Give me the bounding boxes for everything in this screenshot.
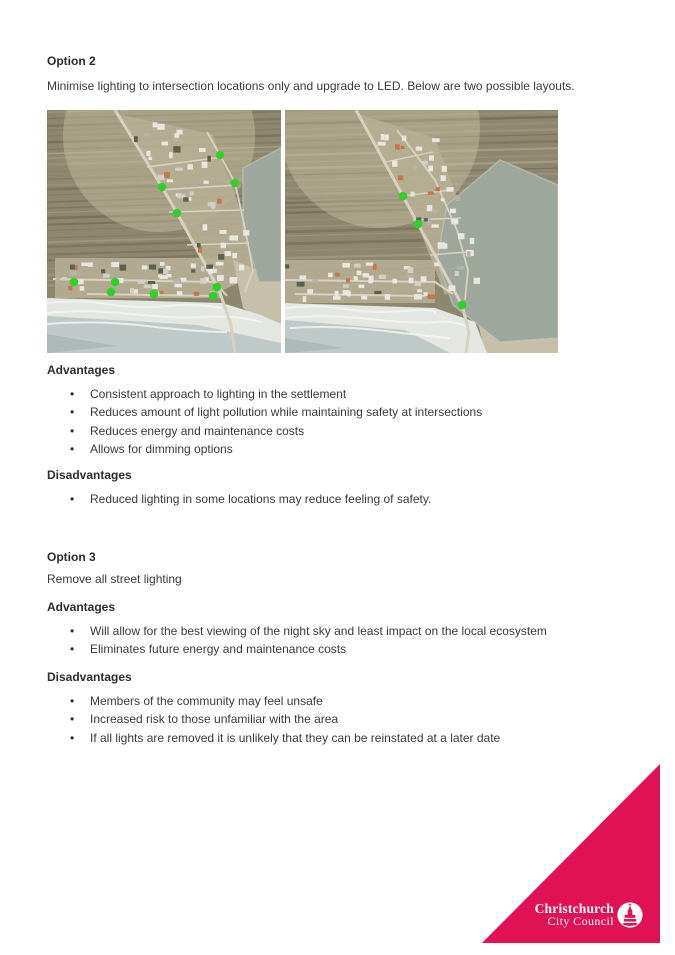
bullet-item: • Reduces amount of light pollution while maintaining safety at intersections (47, 403, 482, 421)
bullet-item: • Members of the community may feel unsafe (47, 692, 500, 710)
option3-intro: Remove all street lighting (47, 572, 182, 586)
bullet-item: • Allows for dimming options (47, 440, 482, 458)
bullet-item: • Will allow for the best viewing of the night sky and least impact on the local ecosystem (47, 622, 547, 640)
option3-advantages-list (47, 622, 547, 659)
option2-intro: Minimise lighting to intersection locations only and upgrade to LED. Below are two possible layouts. (47, 79, 575, 93)
bullet-item: • Reduced lighting in some locations may reduce feeling of safety. (47, 490, 431, 508)
option3-advantages-heading: Advantages (47, 600, 116, 614)
option2-disadvantages-list (47, 490, 431, 508)
option3-disadvantages-heading: Disadvantages (47, 670, 132, 684)
bullet-item: • If all lights are removed it is unlikely that they can be reinstated at a later date (47, 729, 500, 747)
option2-heading: Option 2 (47, 54, 96, 68)
bullet-item: • Reduces energy and maintenance costs (47, 422, 482, 440)
aerial-photo-right (285, 110, 558, 353)
option2-advantages-heading: Advantages (47, 363, 116, 377)
aerial-photo-left (47, 110, 281, 353)
bullet-item: • Consistent approach to lighting in the settlement (47, 385, 482, 403)
option2-disadvantages-heading: Disadvantages (47, 468, 132, 482)
council-logo-text (528, 903, 614, 927)
council-name-line1: Christchurch (534, 901, 614, 916)
cathedral-icon (617, 902, 643, 928)
aerial-image-row (47, 110, 558, 353)
option3-heading: Option 3 (47, 550, 96, 564)
bullet-item: • Eliminates future energy and maintenance costs (47, 640, 547, 658)
council-name-line2: City Council (547, 914, 614, 928)
option3-disadvantages-list (47, 692, 500, 747)
bullet-item: • Increased risk to those unfamiliar with the area (47, 710, 500, 728)
option2-advantages-list (47, 385, 482, 459)
